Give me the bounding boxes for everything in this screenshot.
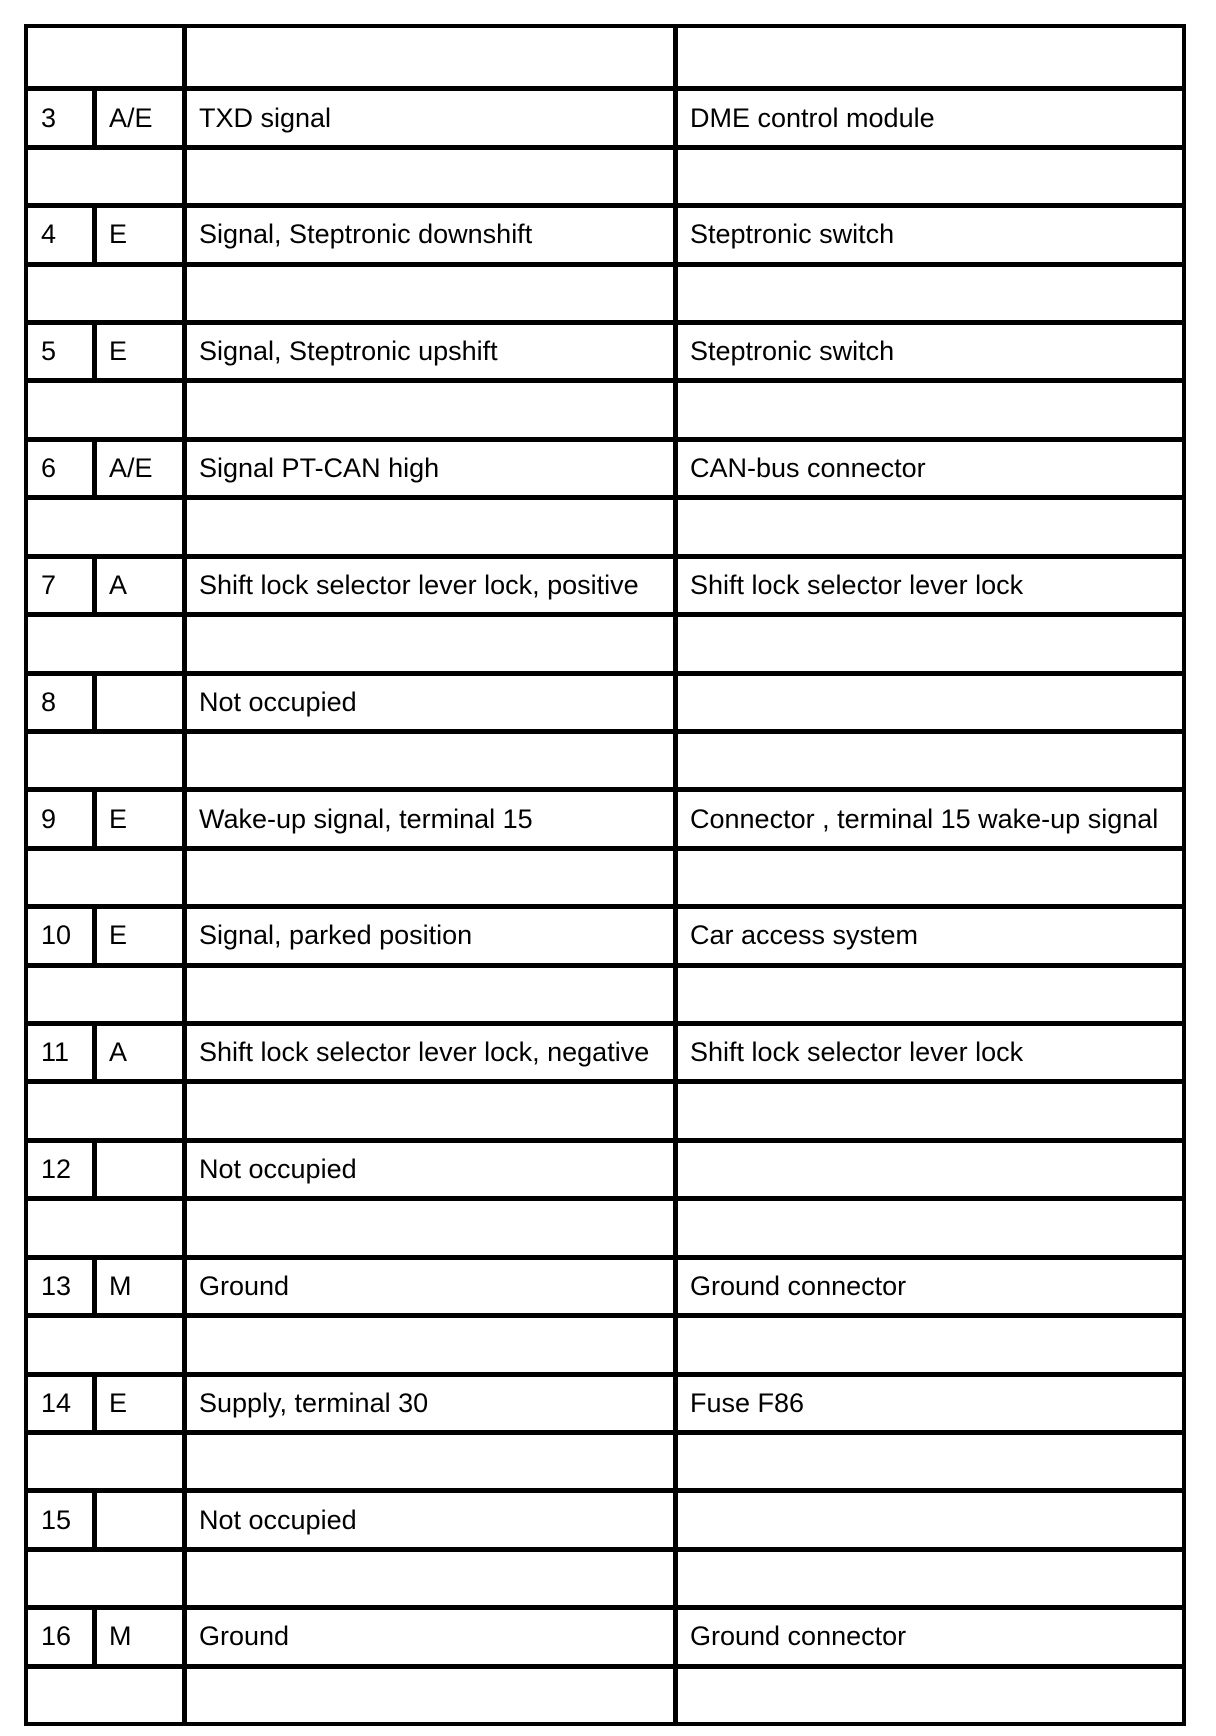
connection-cell: [673, 28, 1182, 86]
connection-cell: [673, 1669, 1182, 1722]
pin-cell: 10: [41, 920, 72, 951]
connection-cell: Fuse F86: [673, 1377, 1182, 1430]
connection-cell: [673, 150, 1182, 203]
description-cell: [182, 1669, 673, 1722]
spacer-row: [28, 1196, 1182, 1254]
description-cell: Ground: [182, 1260, 673, 1313]
description-cell: [182, 267, 673, 320]
pin-cell: [28, 28, 182, 86]
connection-cell: Car access system: [673, 909, 1182, 962]
spacer-row: [28, 846, 1182, 904]
connection-cell: CAN-bus connector: [673, 442, 1182, 495]
connection-cell: Shift lock selector lever lock: [673, 1026, 1182, 1079]
type-cell: M: [92, 1610, 182, 1663]
description-cell: Not occupied: [182, 676, 673, 729]
pin-cell: [28, 1201, 182, 1254]
description-cell: TXD signal: [182, 91, 673, 144]
description-cell: [182, 1318, 673, 1371]
spacer-row: [28, 963, 1182, 1021]
type-cell: [92, 1143, 182, 1196]
table-row: [28, 671, 1182, 729]
connection-cell: DME control module: [673, 91, 1182, 144]
pin-cell: [28, 150, 182, 203]
table-row: [28, 1488, 1182, 1546]
pin-cell: 5: [41, 336, 57, 367]
type-cell: A: [92, 559, 182, 612]
description-cell: Signal, parked position: [182, 909, 673, 962]
description-cell: Signal, Steptronic upshift: [182, 325, 673, 378]
spacer-row: [28, 378, 1182, 436]
spacer-row: [28, 612, 1182, 670]
connection-cell: [673, 1084, 1182, 1137]
description-cell: [182, 1435, 673, 1488]
description-cell: Not occupied: [182, 1143, 673, 1196]
description-cell: Ground: [182, 1610, 673, 1663]
pin-cell: [28, 617, 182, 670]
description-cell: Wake-up signal, terminal 15: [182, 792, 673, 845]
connection-cell: [673, 968, 1182, 1021]
table-row: [28, 787, 1182, 845]
connection-cell: [673, 1318, 1182, 1371]
description-cell: [182, 150, 673, 203]
spacer-row: [28, 495, 1182, 553]
pin-cell: [28, 1318, 182, 1371]
type-cell: E: [92, 325, 182, 378]
description-cell: [182, 383, 673, 436]
pin-assignment-table: [24, 24, 1186, 1726]
pin-cell: [28, 1669, 182, 1722]
pin-cell: [28, 383, 182, 436]
description-cell: [182, 1084, 673, 1137]
spacer-row: [28, 1547, 1182, 1605]
type-cell: E: [92, 792, 182, 845]
description-cell: [182, 28, 673, 86]
pin-cell: [28, 968, 182, 1021]
connection-cell: Shift lock selector lever lock: [673, 559, 1182, 612]
connection-cell: [673, 500, 1182, 553]
description-cell: Shift lock selector lever lock, positive: [182, 559, 673, 612]
type-cell: [92, 1493, 182, 1546]
pin-cell: 7: [41, 569, 57, 600]
type-cell: E: [92, 909, 182, 962]
table-row: [28, 437, 1182, 495]
spacer-row: [28, 1313, 1182, 1371]
connection-cell: Ground connector: [673, 1260, 1182, 1313]
connection-cell: [673, 734, 1182, 787]
description-cell: [182, 968, 673, 1021]
table-row: [28, 1605, 1182, 1663]
pin-cell: 8: [41, 686, 57, 717]
type-cell: A: [92, 1026, 182, 1079]
pin-cell: 16: [41, 1621, 72, 1652]
connection-cell: [673, 1435, 1182, 1488]
spacer-row: [28, 1079, 1182, 1137]
pin-cell: 3: [41, 102, 57, 133]
table-row: [28, 1021, 1182, 1079]
spacer-row: [28, 262, 1182, 320]
pin-cell: 9: [41, 803, 57, 834]
table-row: [28, 1372, 1182, 1430]
connection-cell: [673, 851, 1182, 904]
spacer-row: [28, 28, 1182, 86]
description-cell: [182, 1552, 673, 1605]
table-row: [28, 904, 1182, 962]
type-cell: A/E: [92, 91, 182, 144]
connection-cell: [673, 1143, 1182, 1196]
spacer-row: [28, 1430, 1182, 1488]
pin-cell: 12: [41, 1154, 72, 1185]
connection-cell: [673, 267, 1182, 320]
description-cell: Signal, Steptronic downshift: [182, 208, 673, 261]
pin-cell: 15: [41, 1504, 72, 1535]
description-cell: [182, 851, 673, 904]
spacer-row: [28, 145, 1182, 203]
table-row: [28, 86, 1182, 144]
connection-cell: [673, 1201, 1182, 1254]
type-cell: M: [92, 1260, 182, 1313]
description-cell: [182, 500, 673, 553]
pin-cell: [28, 851, 182, 904]
pin-cell: 14: [41, 1387, 72, 1418]
type-cell: E: [92, 1377, 182, 1430]
table-row: [28, 320, 1182, 378]
table-row: [28, 554, 1182, 612]
pin-cell: 13: [41, 1270, 72, 1301]
description-cell: Signal PT-CAN high: [182, 442, 673, 495]
description-cell: [182, 617, 673, 670]
table-row: [28, 1138, 1182, 1196]
spacer-row: [28, 729, 1182, 787]
type-cell: [92, 676, 182, 729]
connection-cell: [673, 1552, 1182, 1605]
connection-cell: [673, 383, 1182, 436]
connection-cell: Connector , terminal 15 wake-up signal: [673, 792, 1182, 845]
connection-cell: [673, 617, 1182, 670]
description-cell: Supply, terminal 30: [182, 1377, 673, 1430]
description-cell: [182, 1201, 673, 1254]
spacer-row: [28, 1664, 1182, 1722]
connection-cell: [673, 1493, 1182, 1546]
pin-cell: [28, 500, 182, 553]
connection-cell: [673, 676, 1182, 729]
type-cell: A/E: [92, 442, 182, 495]
pin-cell: 11: [41, 1037, 70, 1068]
pin-cell: [28, 1552, 182, 1605]
type-cell: E: [92, 208, 182, 261]
description-cell: Shift lock selector lever lock, negative: [182, 1026, 673, 1079]
description-cell: Not occupied: [182, 1493, 673, 1546]
pin-cell: 4: [41, 219, 57, 250]
table-row: [28, 1255, 1182, 1313]
connection-cell: Steptronic switch: [673, 208, 1182, 261]
pin-cell: [28, 1435, 182, 1488]
description-cell: [182, 734, 673, 787]
pin-cell: [28, 267, 182, 320]
connection-cell: Ground connector: [673, 1610, 1182, 1663]
connection-cell: Steptronic switch: [673, 325, 1182, 378]
table-row: [28, 203, 1182, 261]
pin-cell: [28, 1084, 182, 1137]
pin-cell: 6: [41, 453, 57, 484]
pin-cell: [28, 734, 182, 787]
